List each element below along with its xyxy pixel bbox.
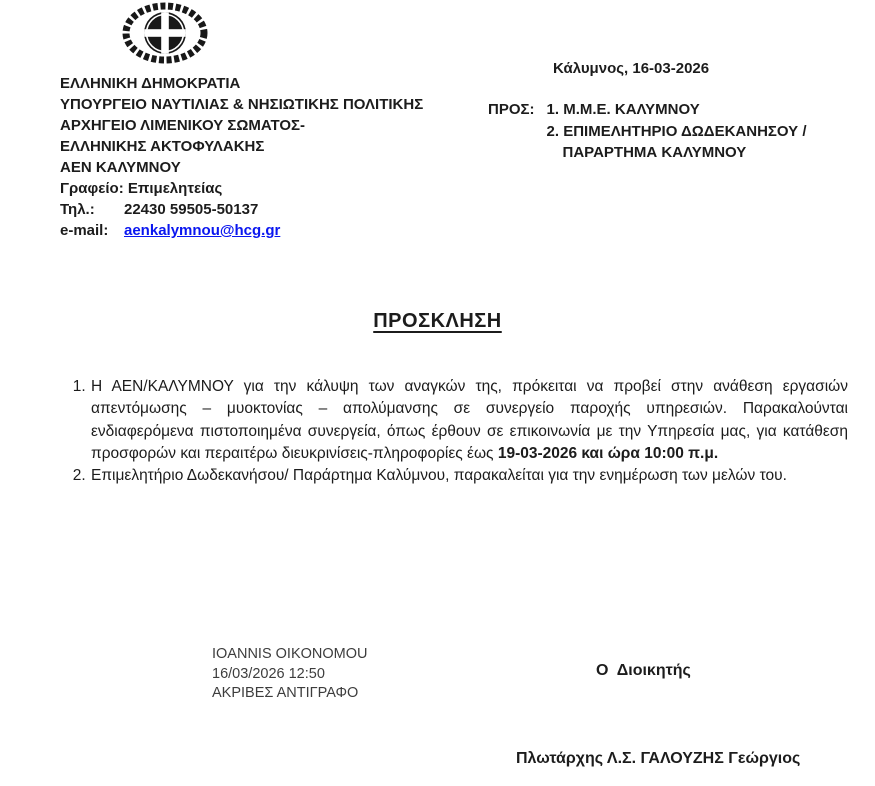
recipients-label: ΠΡΟΣ:	[488, 101, 535, 118]
phone-row	[60, 199, 423, 220]
sender-office-line: Γραφείο: Επιμελητείας	[60, 180, 223, 197]
stamp-datetime: 16/03/2026 12:50	[212, 665, 325, 682]
sender-block	[60, 73, 423, 241]
body-item	[90, 465, 848, 487]
stamp-signer-name: IOANNIS OIKONOMOU	[212, 646, 368, 662]
body-item	[90, 376, 848, 465]
recipients-block	[488, 99, 807, 164]
body-item-text: Επιμελητήριο Δωδεκανήσου/ Παράρτημα Καλύμνου, παρακαλείται για την ενημέρωση των μελών του.	[91, 467, 787, 485]
email-label: e-mail:	[60, 222, 109, 239]
body-item-bold-text: 19-03-2026 και ώρα 10:00 π.μ.	[497, 444, 719, 462]
commander-title: Ο Διοικητής	[596, 662, 691, 679]
sender-line: ΕΛΛΗΝΙΚΗ ΔΗΜΟΚΡΑΤΙΑ	[60, 75, 241, 92]
recipients-lines	[547, 99, 807, 164]
email-row	[60, 220, 423, 241]
body-item-text: Η ΑΕΝ/ΚΑΛΥΜΝΟΥ για την κάλυψη των αναγκών της, πρόκειται να προβεί στην ανάθεση εργασιών απεντόμωσης – μυοκτονίας – απολύμανσης σε συνεργείο παροχής υπηρεσιών. Παρακαλούνται ενδιαφερόμενα πιστοποιημένα συνεργεία, όπως έρθουν σε επικοινωνία με την Υπηρεσία μας, για κατάθεση προσφορών και περαιτέρω διευκρινίσεις-πληροφορίες έως	[91, 378, 848, 462]
signature-name: Πλωτάρχης Λ.Σ. ΓΑΛΟΥΖΗΣ Γεώργιος	[516, 750, 801, 767]
digital-signature-stamp	[212, 645, 368, 704]
document-title: ΠΡΟΣΚΛΗΣΗ	[373, 310, 502, 332]
body-list	[62, 376, 848, 487]
sender-line: ΕΛΛΗΝΙΚΗΣ ΑΚΤΟΦΥΛΑΚΗΣ	[60, 138, 265, 155]
date-line: Κάλυμνος, 16-03-2026	[553, 60, 710, 77]
recipient-line: 1. Μ.Μ.Ε. ΚΑΛΥΜΝΟΥ	[546, 101, 700, 118]
email-link[interactable]: aenkalymnou@hcg.gr	[124, 222, 281, 239]
sender-line: ΑΡΧΗΓΕΙΟ ΛΙΜΕΝΙΚΟΥ ΣΩΜΑΤΟΣ-	[60, 117, 306, 134]
recipient-line: ΠΑΡΑΡΤΗΜΑ ΚΑΛΥΜΝΟΥ	[562, 144, 747, 161]
greek-coat-of-arms-icon	[121, 2, 209, 64]
phone-number: 22430 59505-50137	[124, 201, 259, 218]
phone-label: Τηλ.:	[60, 201, 95, 218]
sender-line: ΥΠΟΥΡΓΕΙΟ ΝΑΥΤΙΛΙΑΣ & ΝΗΣΙΩΤΙΚΗΣ ΠΟΛΙΤΙΚΗΣ	[60, 96, 424, 113]
sender-line: ΑΕΝ ΚΑΛΥΜΝΟΥ	[60, 159, 181, 176]
recipient-line: 2. ΕΠΙΜΕΛΗΤΗΡΙΟ ΔΩΔΕΚΑΝΗΣΟΥ /	[546, 122, 807, 140]
stamp-certified-copy: ΑΚΡΙΒΕΣ ΑΝΤΙΓΡΑΦΟ	[212, 685, 359, 701]
